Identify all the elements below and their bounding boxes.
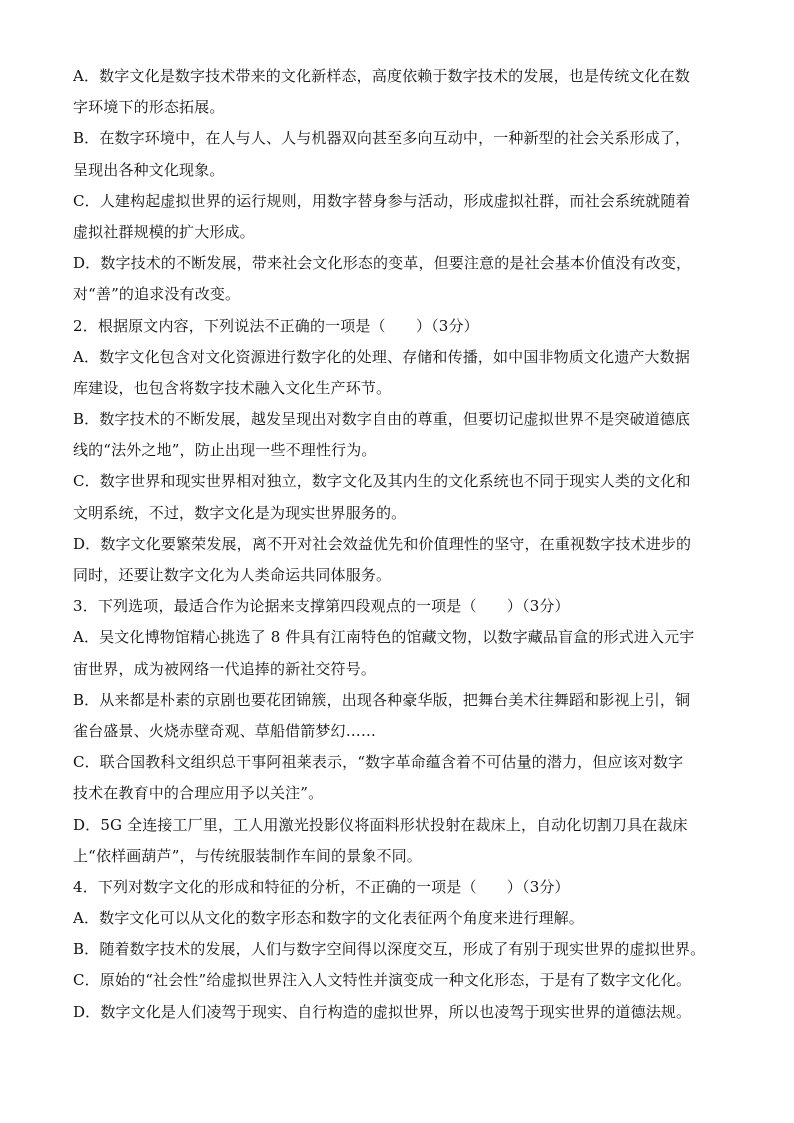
text-line: 技术在教育中的合理应用予以关注”。 [73, 784, 324, 803]
document-page [73, 61, 733, 1028]
text-line: B．在数字环境中，在人与人、人与机器双向甚至多向互动中，一种新型的社会关系形成了， [73, 129, 691, 148]
text-line: B．从来都是朴素的京剧也要花团锦簇，出现各种豪华版，把舞台美术往舞蹈和影视上引，铜 [73, 690, 691, 709]
text-line: C．原始的“社会性”给虚拟世界注入人文特性并演变成一种文化形态，于是有了数字文化化。 [73, 971, 692, 990]
text-line: D．数字技术的不断发展，带来社会文化形态的变革，但要注意的是社会基本价值没有改变， [73, 254, 692, 273]
text-line: A．数字文化是数字技术带来的文化新样态，高度依赖于数字技术的发展，也是传统文化在数 [73, 67, 690, 85]
text-line: 库建设，也包含将数字技术融入文化生产环节。 [73, 378, 392, 397]
text-line: 同时，还要让数字文化为人类命运共同体服务。 [73, 566, 392, 584]
text-line: D．数字文化是人们凌驾于现实、自行构造的虚拟世界，所以也凌驾于现实世界的道德法规。 [73, 1002, 692, 1021]
text-line: 上“依样画葫芦”，与传统服装制作车间的景象不同。 [73, 846, 422, 865]
text-line: 雀台盛景、火烧赤壁奇观、草船借箭梦幻…… [73, 721, 377, 740]
text-line: A．数字文化包含对文化资源进行数字化的处理、存储和传播，如中国非物质文化遗产大数据 [73, 347, 690, 366]
text-line: C．联合国教科文组织总干事阿祖莱表示，“数字革命蕴含着不可估量的潜力，但应该对数字 [73, 753, 684, 772]
text-line: C．人建构起虚拟世界的运行规则，用数字替身参与活动，形成虚拟社群，而社会系统就随着 [73, 191, 691, 210]
question-3-stem: 3．下列选项，最适合作为论据来支撑第四段观点的一项是（ ）（3分） [73, 597, 570, 616]
text-line: 呈现出各种文化现象。 [73, 160, 225, 179]
text-line: A．数字文化可以从文化的数字形态和数字的文化表征两个角度来进行理解。 [73, 909, 584, 928]
text-line: 字环境下的形态拓展。 [73, 98, 225, 117]
text-line: B．随着数字技术的发展，人们与数字空间得以深度交互，形成了有别于现实世界的虚拟世界。 [73, 940, 706, 959]
text-line: 宙世界，成为被网络一代追捧的新社交符号。 [73, 659, 377, 678]
question-2-stem: 2．根据原文内容，下列说法不正确的一项是（ ）（3分） [73, 316, 479, 335]
text-line: C．数字世界和现实世界相对独立，数字文化及其内生的文化系统也不同于现实人类的文化和 [73, 472, 691, 491]
text-line: D．5G 全连接工厂里，工人用激光投影仪将面料形状投射在裁床上，自动化切割刀具在裁床 [73, 815, 688, 834]
text-line: A．吴文化博物馆精心挑选了 8 件具有江南特色的馆藏文物，以数字藏品盲盒的形式进入元宇 [73, 628, 695, 647]
text-line: 对“善”的追求没有改变。 [73, 285, 241, 304]
text-line: 文明系统，不过，数字文化是为现实世界服务的。 [73, 503, 407, 522]
question-4-stem: 4．下列对数字文化的形成和特征的分析，不正确的一项是（ ）（3分） [73, 877, 570, 896]
text-line: D．数字文化要繁荣发展，离不开对社会效益优先和价值理性的坚守，在重视数字技术进步的 [73, 534, 692, 553]
text-line: B．数字技术的不断发展，越发呈现出对数字自由的尊重，但要切记虚拟世界不是突破道德底 [73, 410, 691, 429]
text-line: 线的“法外之地”，防止出现一些不理性行为。 [73, 441, 377, 460]
text-line: 虚拟社群规模的扩大形成。 [73, 222, 255, 241]
